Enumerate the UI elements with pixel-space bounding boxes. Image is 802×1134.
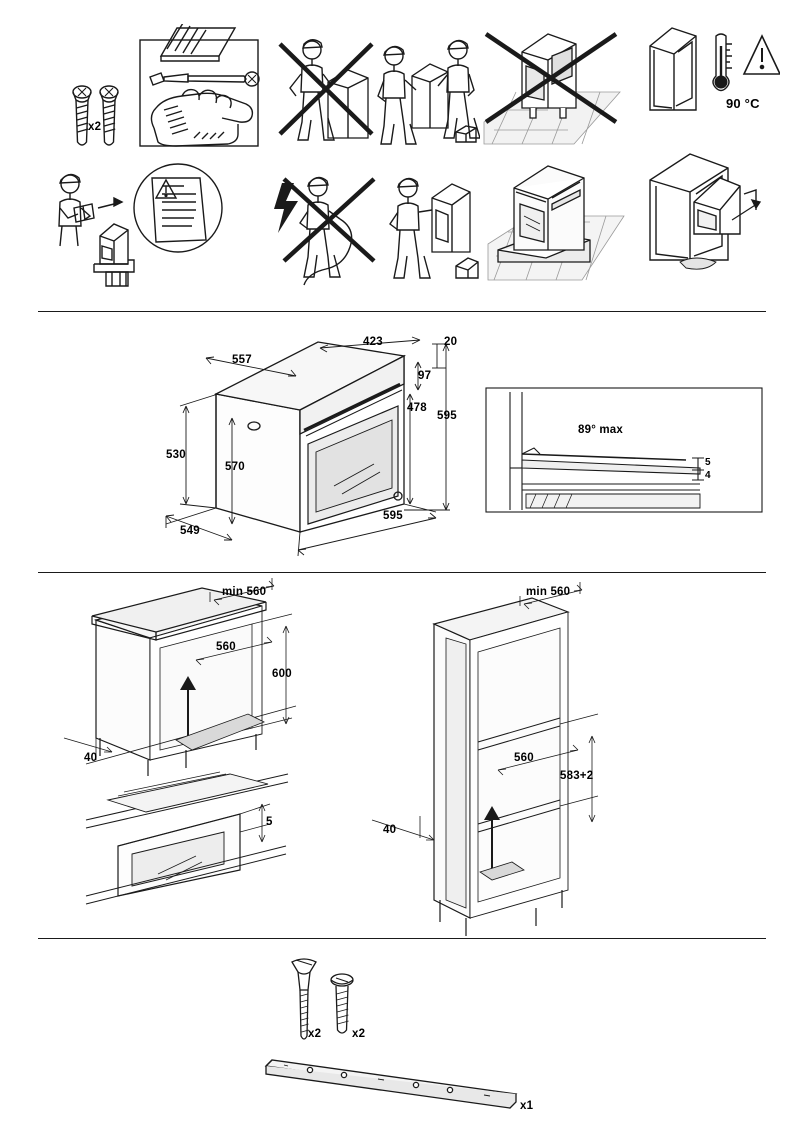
section-oven-dimensions [0,318,802,570]
pictogram-do-not-lift-alone [276,30,376,145]
dim-tall-opening-width: 560 [514,752,534,764]
dim-front-height: 97 [418,370,432,382]
dim-undercounter-opening-width: 560 [216,641,236,653]
pictogram-insert-oven-into-cabinet [636,150,776,280]
pictogram-install-with-assistance [374,162,484,290]
part-short-screw-quantity: x2 [352,1028,366,1040]
dim-gap-lower: 4 [705,470,711,481]
pictogram-cabinet-heat-resistance [640,24,780,119]
oven-dimension-drawing [0,318,802,568]
pictogram-disconnect-power-warning [270,165,378,290]
temperature-warning-label: 90 °C [726,96,760,111]
dim-width-overall: 595 [383,510,403,522]
supplied-parts-drawing [0,944,802,1134]
dim-width-body: 570 [225,461,245,473]
dim-depth-body: 549 [180,525,200,537]
pictogram-oven-on-packaging-base [486,158,626,283]
screws-quantity-label: x2 [88,121,102,133]
part-bracket-quantity: x1 [520,1100,534,1112]
dim-hob-clearance: 5 [266,816,273,828]
section-safety-pictograms [0,0,802,300]
dim-tall-opening-height: 583+2 [560,770,594,782]
dim-gap-upper: 5 [705,457,711,468]
dim-tall-rear-gap: 40 [383,824,397,836]
section-divider-3 [38,938,766,939]
pictogram-do-not-place-on-floor [482,26,622,146]
dim-door-angle: 89° max [578,424,624,436]
cabinet-dimension-drawing [0,578,802,936]
pictogram-two-person-lift-required [372,28,480,148]
dim-undercounter-rear-gap: 40 [84,752,98,764]
dim-undercounter-opening-height: 600 [272,668,292,680]
section-supplied-parts [0,944,802,1134]
dim-undercounter-min-width: min 560 [222,586,267,598]
section-divider-1 [38,311,766,312]
section-divider-2 [38,572,766,573]
section-cabinet-cutout-dimensions [0,578,802,938]
pictogram-read-manual [44,160,244,290]
pictogram-screws-and-gloves-tools [30,24,260,149]
dim-height-side: 530 [166,449,186,461]
dim-height-overall: 595 [437,410,457,422]
dim-height-front-panel: 478 [407,402,427,414]
dim-overhang: 20 [444,336,458,348]
dim-width-top: 423 [363,336,383,348]
dim-depth-total: 557 [232,354,252,366]
part-long-screw-quantity: x2 [308,1028,322,1040]
dim-tall-min-width: min 560 [526,586,571,598]
